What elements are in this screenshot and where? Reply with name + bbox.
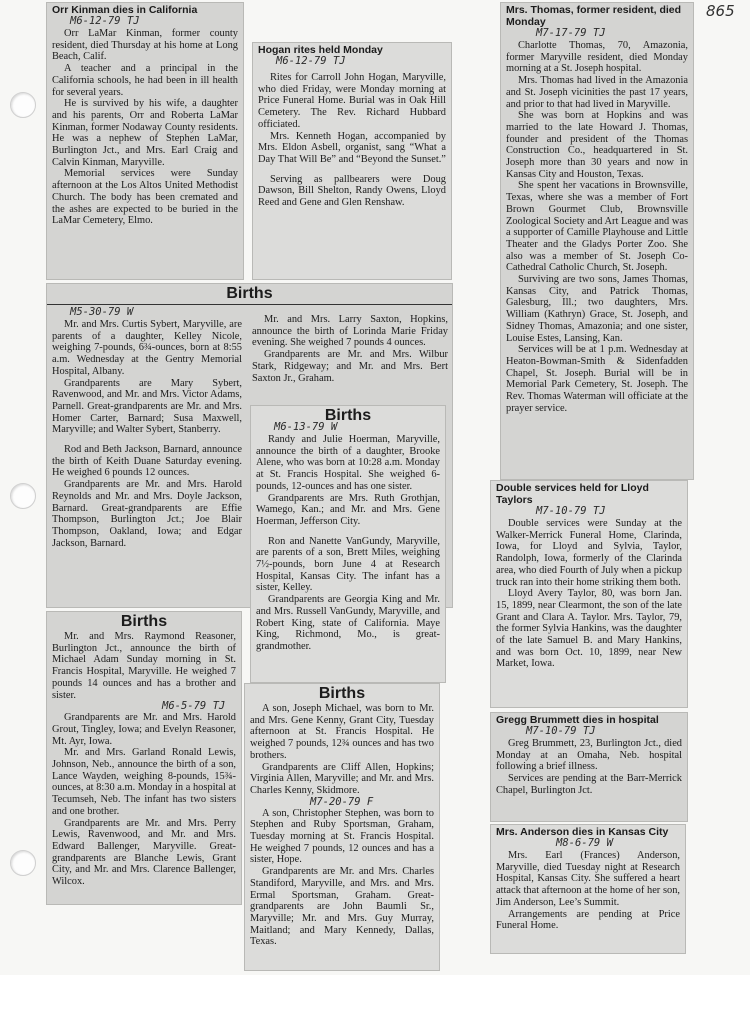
headline: Orr Kinman dies in California [52,4,198,16]
paragraph: Charlotte Thomas, 70, Amazonia, former Maryville resident, died Monday morning at a St. Joseph hospital. [506,40,688,75]
paragraph: Rod and Beth Jackson, Barnard, announce the birth of Keith Duane Saturday evening. He weighed 6 pounds 12 ounces. [52,444,242,479]
handwritten-date: M8-6-79 W [556,837,613,849]
paragraph: Mr. and Mrs. Raymond Reasoner, Burlington Jct., announce the birth of Michael Adam Sunday morning in St. Francis Hospital, Maryville. He weighed 7 pounds 14 ounces and has a brother and sister. [52,631,236,701]
paragraph: Grandparents are Cliff Allen, Hopkins; Virginia Allen, Maryville; and Mr. and Mrs. Charles Kenny, Skidmore. [250,761,434,796]
handwritten-date: M5-30-79 W [70,306,134,318]
headline: Hogan rites held Monday [258,44,383,56]
paragraph: Serving as pallbearers were Doug Dawson, Bill Shelton, Randy Owens, Lloyd Reed and Gene and Glen Renshaw. [258,173,446,209]
paragraph: Mrs. Thomas had lived in the Amazonia and St. Joseph vicinities the past 17 years, and prior to that had lived in Maryville. [506,75,688,110]
births-notice-4 [244,683,440,971]
paragraph: Mr. and Mrs. Curtis Sybert, Maryville, are parents of a daughter, Kelley Nicole, weighing 7-pounds, 6¾-ounces, born at 8:55 a.m. Wednesday at the Gentry Memorial Hospital, Albany. [52,319,242,377]
paragraph: Mrs. Earl (Frances) Anderson, Maryville, died Tuesday night at Research Hospital, Kansas City. She suffered a heart attack that afternoon at the home of her son, Jim Anderson, Lee’s Summit. [496,850,680,908]
paragraph: Mr. and Mrs. Larry Saxton, Hopkins, announce the birth of Lorinda Marie Friday evening. She weighed 7 pounds 4 ounces. [252,314,448,349]
paragraph: A son, Christopher Stephen, was born to Stephen and Ruby Sportsman, Graham, Tuesday morning at St. Francis Hospital. He weighed 7 pounds, 12 ounces and has a sister, Hope. [250,807,434,866]
paragraph: Memorial services were Sunday afternoon at the Los Altos United Methodist Church. The body has been cremated and the ashes are expected to be buried in the LaMar Cemetery, Elmo. [52,168,238,227]
paragraph: Grandparents are Mr. and Mrs. Harold Reynolds and Mr. and Mrs. Doyle Jackson, Barnard. Great-grandparents are Effie Thompson, Burlington Jct.; Joe Blair Thompson, Oakland, Iowa; and Edgar Jackson, Barnard. [52,479,242,549]
births-banner: Births [120,613,168,630]
obituary-taylor [490,480,688,708]
obituary-thomas [500,2,694,480]
handwritten-date: M6-13-79 W [274,421,338,433]
handwritten-date: M6-12-79 TJ [276,55,346,67]
paragraph: Arrangements are pending at Price Funeral Home. [496,908,680,932]
births-notice-3 [46,611,242,905]
handwritten-date: M7-10-79 TJ [526,725,596,737]
paragraph: A teacher and a principal in the California schools, he had been in ill health for several years. [52,63,238,98]
paragraph: Rites for Carroll John Hogan, Maryville, who died Friday, were Monday morning at Price Funeral Home. Burial was in Oak Hill Cemetery. The Rev. Richard Hubbard officiated. [258,72,446,130]
paragraph: Mrs. Kenneth Hogan, accompanied by Mrs. Eldon Asbell, organist, sang “What a Day That Will Be” and “Beyond the Sunset.” [258,130,446,165]
headline: Mrs. Anderson dies in Kansas City [496,826,669,838]
obituary-anderson [490,824,686,954]
paragraph: Grandparents are Georgia King and Mr. and Mrs. Russell VanGundy, Maryville, and Robert King, state of California. Maye King, Richmond, Mo., is great-grandmother. [256,594,440,652]
paragraph: Grandparents are Mr. and Mrs. Wilbur Stark, Ridgeway; and Mr. and Mrs. Bert Saxton Jr., Graham. [252,349,448,384]
paragraph: She was born at Hopkins and was married to the late Howard J. Thomas, founder and president of the Thomas Construction Co., headquartered in St. Joseph more than 30 years and now in Kansas City and Houston, Texas. [506,110,688,180]
page-number: 865 [706,2,735,20]
binder-hole [10,483,36,509]
handwritten-date: M6-5-79 TJ [162,700,226,713]
paragraph: Grandparents are Mary Sybert, Ravenwood, and Mr. and Mrs. Victor Adams, Parnell. Great-grandparents are Mr. and Mrs. Homer Carter, Barnard; Susa Maxwell, Maryville; and Walter Sybert, Stanberry. [52,377,242,436]
obituary-brummett [490,712,688,822]
paragraph: Orr LaMar Kinman, former county resident, died Thursday at his home at Long Beach, Calif. [52,28,238,63]
handwritten-date: M6-12-79 TJ [70,15,140,27]
handwritten-date: M7-17-79 TJ [536,27,606,39]
binder-hole [10,92,36,118]
obituary-kinman [46,2,244,280]
paragraph: A son, Joseph Michael, was born to Mr. and Mrs. Gene Kenny, Grant City, Tuesday afternoon at St. Francis Hospital. He weighed 7 pounds, 12¾ ounces and has two brothers. [250,703,434,761]
paragraph: Ron and Nanette VanGundy, Maryville, are parents of a son, Brett Miles, weighing 7½-pounds, born June 4 at Research Hospital, Kansas City. The infant has a sister, Kelley. [256,535,440,594]
paragraph: Mr. and Mrs. Garland Ronald Lewis, Johnson, Neb., announce the birth of a son, Lance Wayden, weighing 8-pounds, 15¾-ounces, at 8:30 a.m. Monday in a hospital at Tecumseh, Neb. The infant has two sisters and one brother. [52,747,236,817]
paragraph: Surviving are two sons, James Thomas, Kansas City, and Patrick Thomas, Galesburg, Ill.; two daughters, Mrs. William (Kathryn) Grace, St. Joseph, and Sidney Thomas, Amazonia; and one sister, Louise Estes, Lansing, Kan. [506,274,688,344]
paragraph: Grandparents are Mrs. Ruth Grothjan, Wamego, Kan.; and Mr. and Mrs. Gene Hoerman, Jefferson City. [256,492,440,527]
births-banner: Births [324,407,372,424]
obituary-hogan [252,42,452,280]
births-banner: Births [47,285,452,305]
paragraph: He is survived by his wife, a daughter and his parents, Orr and Roberta LaMar Kinman, former Nodaway County residents. He was a nephew of Stephen LaMar, Burlington Jct., and Mrs. Earl Craig and Calvin Kinman, Maryville. [52,98,238,168]
births-notice-2 [250,405,446,683]
births-column-right [252,314,448,384]
paragraph: Grandparents are Mr. and Mrs. Charles Standiford, Maryville, and Mrs. and Mrs. Ermal Sportsman, Graham. Great-grandparents are John Baumli Sr., Maryville; Mr. and Mrs. Guy Murray, Maitland; and Mary Kennedy, Dallas, Texas. [250,866,434,948]
paragraph: Services will be at 1 p.m. Wednesday at Heaton-Bowman-Smith & Sidenfadden Chapel, St. Joseph. Burial will be in Memorial Park Cemetery, St. Joseph. The Rev. Thomas Waterman will officiate at the prayer service. [506,344,688,414]
headline: Double services held for Lloyd Taylors [496,482,649,506]
births-column-left [52,306,242,549]
paragraph: Grandparents are Mr. and Mrs. Perry Lewis, Ravenwood, and Mr. and Mrs. Edward Ballenger, Maryville. Great-grandparents are Blanche Lewis, Grant City, and Mr. and Mrs. Clarence Ballenger, Wilcox. [52,817,236,888]
headline: Gregg Brummett dies in hospital [496,714,659,726]
binder-hole [10,850,36,876]
paragraph: Randy and Julie Hoerman, Maryville, announce the birth of a daughter, Brooke Alene, who was born at 10:28 a.m. Monday at St. Francis Hospital. She weighed 6-pounds, 12-ounces and has one sister. [256,434,440,492]
paragraph: Lloyd Avery Taylor, 80, was born Jan. 15, 1899, near Clearmont, the son of the late Grant and Clara A. Taylor. Mrs. Taylor, 79, the former Sylvia Hankins, was the daughter of the late Samuel B. and Mary Hankins, and was born Oct. 10, 1899, near New Market, Iowa. [496,588,682,670]
births-banner: Births [318,685,366,702]
headline: Mrs. Thomas, former resident, died Monday [506,4,682,28]
paragraph: Grandparents are Mr. and Mrs. Harold Grout, Tingley, Iowa; and Evelyn Reasoner, Mt. Ayr, Iowa. [52,712,236,747]
handwritten-date: M7-20-79 F [310,795,374,808]
paragraph: Services are pending at the Barr-Merrick Chapel, Burlington Jct. [496,773,682,796]
handwritten-date: M7-10-79 TJ [536,505,606,517]
paragraph: Double services were Sunday at the Walker-Merrick Funeral Home, Clarinda, Iowa, for Lloyd and Sylvia, Taylor, Randolph, Iowa, formerly of the Clarinda area, who died Fourth of July when a pickup truck ran into their home striking them both. [496,518,682,588]
paragraph: Greg Brummett, 23, Burlington Jct., died Monday at an Omaha, Neb. hospital following a brief illness. [496,738,682,773]
paragraph: She spent her vacations in Brownsville, Texas, where she was a member of Fort Brown Gourmet Club, Brownsville Zoological Society and Art League and was a supporter of Camille Playhouse and Little Theater and the Gladys Porter Zoo. She also was a member of St. Joseph Co-Cathedral Catholic Church, St. Joseph. [506,180,688,274]
